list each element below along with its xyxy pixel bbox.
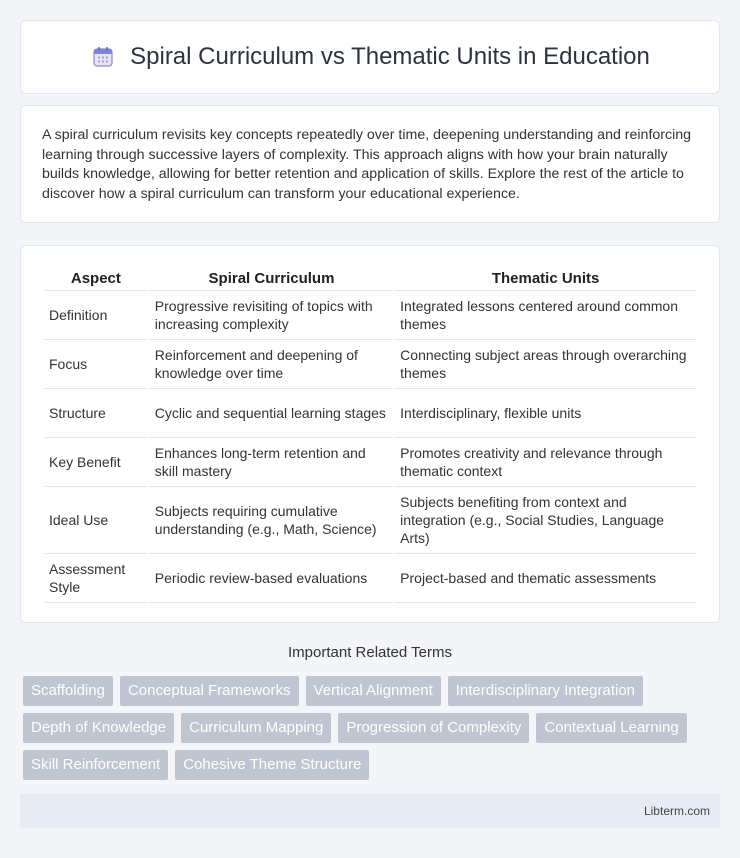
related-term-tag[interactable]: Cohesive Theme Structure	[175, 750, 369, 780]
row-spiral: Reinforcement and deepening of knowledge over time	[150, 340, 393, 389]
row-aspect: Definition	[44, 291, 148, 340]
row-thematic: Integrated lessons centered around common themes	[395, 291, 696, 340]
row-spiral: Subjects requiring cumulative understanding (e.g., Math, Science)	[150, 487, 393, 554]
table-row	[44, 554, 696, 603]
comparison-table	[42, 266, 698, 603]
related-term-tag[interactable]: Vertical Alignment	[306, 676, 441, 706]
comparison-table-card	[20, 245, 720, 623]
row-spiral: Progressive revisiting of topics with increasing complexity	[150, 291, 393, 340]
calendar-icon	[90, 44, 116, 70]
row-spiral: Cyclic and sequential learning stages	[150, 389, 393, 438]
footer	[20, 794, 720, 828]
row-thematic: Subjects benefiting from context and integration (e.g., Social Studies, Language Arts)	[395, 487, 696, 554]
table-row	[44, 438, 696, 487]
row-spiral: Enhances long-term retention and skill mastery	[150, 438, 393, 487]
row-aspect: Key Benefit	[44, 438, 148, 487]
table-header-row	[44, 266, 696, 291]
header-card	[20, 20, 720, 94]
related-terms-title: Important Related Terms	[288, 644, 452, 661]
row-aspect: Structure	[44, 389, 148, 438]
related-term-tag[interactable]: Depth of Knowledge	[23, 713, 174, 743]
page-title: Spiral Curriculum vs Thematic Units in Education	[130, 43, 650, 70]
related-term-tag[interactable]: Progression of Complexity	[338, 713, 529, 743]
related-term-tag[interactable]: Scaffolding	[23, 676, 113, 706]
table-row	[44, 487, 696, 554]
row-thematic: Connecting subject areas through overarching themes	[395, 340, 696, 389]
related-term-tag[interactable]: Interdisciplinary Integration	[448, 676, 643, 706]
intro-text: A spiral curriculum revisits key concepts repeatedly over time, deepening understanding and reinforcing learning through successive layers of complexity. This approach aligns with how your brain naturally builds knowledge, allowing for better retention and application of skills. Explore the rest of the article to discover how a spiral curriculum can transform your educational experience.	[42, 127, 692, 202]
row-aspect: Assessment Style	[44, 554, 148, 603]
table-row	[44, 291, 696, 340]
related-term-tag[interactable]: Skill Reinforcement	[23, 750, 168, 780]
header-thematic: Thematic Units	[395, 266, 696, 291]
row-aspect: Ideal Use	[44, 487, 148, 554]
row-thematic: Interdisciplinary, flexible units	[395, 389, 696, 438]
related-term-tag[interactable]: Conceptual Frameworks	[120, 676, 299, 706]
table-row	[44, 389, 696, 438]
related-terms-list	[23, 676, 703, 780]
table-row	[44, 340, 696, 389]
related-term-tag[interactable]: Curriculum Mapping	[181, 713, 331, 743]
row-thematic: Project-based and thematic assessments	[395, 554, 696, 603]
related-term-tag[interactable]: Contextual Learning	[536, 713, 686, 743]
row-spiral: Periodic review-based evaluations	[150, 554, 393, 603]
header-spiral: Spiral Curriculum	[150, 266, 393, 291]
header-aspect: Aspect	[44, 266, 148, 291]
row-aspect: Focus	[44, 340, 148, 389]
row-thematic: Promotes creativity and relevance through thematic context	[395, 438, 696, 487]
intro-card	[20, 105, 720, 223]
footer-brand[interactable]: Libterm.com	[643, 804, 710, 818]
